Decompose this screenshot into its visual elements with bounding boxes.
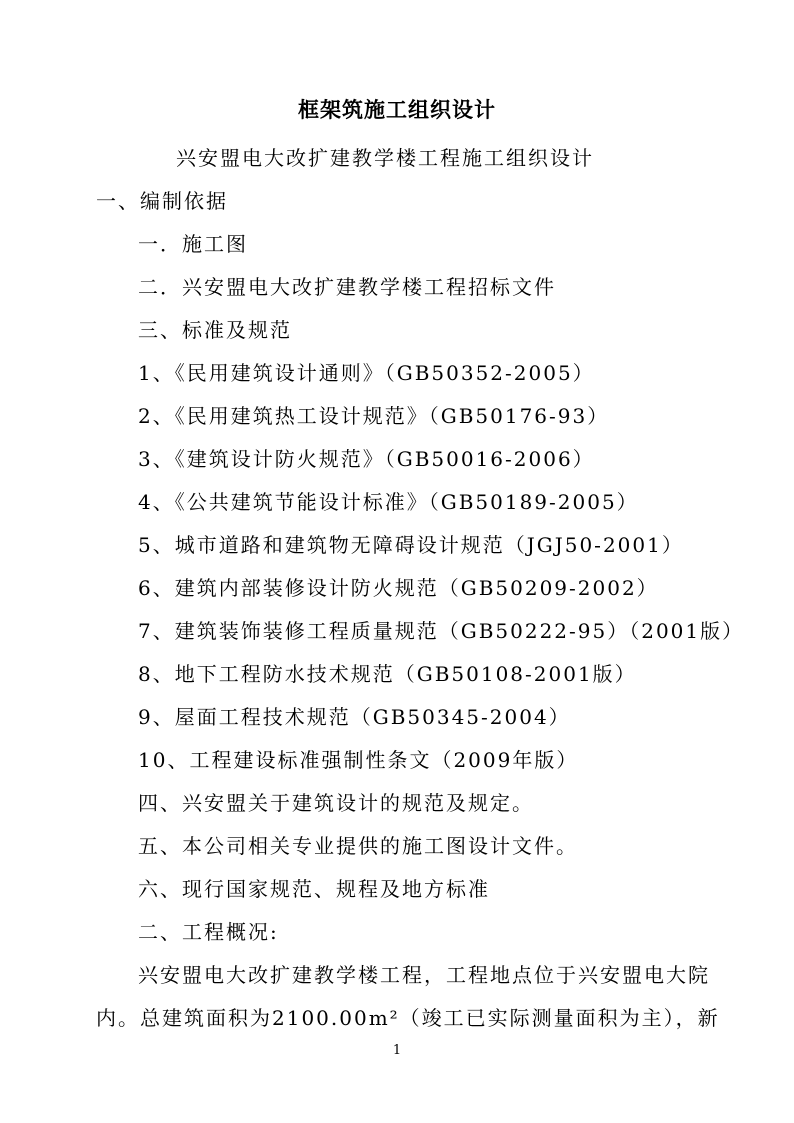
list-item: 5、城市道路和建筑物无障碍设计规范（JGJ50-2001）: [138, 533, 684, 557]
list-item: 6、建筑内部装修设计防火规范（GB50209-2002）: [138, 576, 659, 600]
list-item: 9、屋面工程技术规范（GB50345-2004）: [138, 705, 571, 729]
list-item: 四、兴安盟关于建筑设计的规范及规定。: [138, 791, 534, 815]
list-item: 7、建筑装饰装修工程质量规范（GB50222-95）（2001版）: [138, 619, 745, 643]
list-item: 一．施工图: [138, 232, 248, 256]
paragraph-line: 内。总建筑面积为2100.00m²（竣工已实际测量面积为主），新: [96, 1006, 720, 1030]
list-item: 3、《建筑设计防火规范》（GB50016-2006）: [138, 447, 595, 471]
page-number: 1: [392, 1043, 402, 1058]
document-subtitle: 兴安盟电大改扩建教学楼工程施工组织设计: [176, 146, 594, 170]
paragraph-line: 兴安盟电大改扩建教学楼工程，工程地点位于兴安盟电大院: [138, 963, 710, 987]
list-item: 六、现行国家规范、规程及地方标准: [138, 877, 490, 901]
document-title: 框架筑施工组织设计: [298, 97, 496, 122]
section-heading-basis: 一、编制依据: [96, 189, 228, 213]
list-item: 2、《民用建筑热工设计规范》（GB50176-93）: [138, 404, 610, 428]
list-item: 五、本公司相关专业提供的施工图设计文件。: [138, 834, 578, 858]
list-item: 4、《公共建筑节能设计标准》（GB50189-2005）: [138, 490, 639, 514]
list-item: 三、标准及规范: [138, 318, 292, 342]
section-heading-overview: 二、工程概况:: [138, 920, 279, 944]
list-item: 1、《民用建筑设计通则》（GB50352-2005）: [138, 361, 595, 385]
list-item: 二．兴安盟电大改扩建教学楼工程招标文件: [138, 275, 556, 299]
list-item: 8、地下工程防水技术规范（GB50108-2001版）: [138, 662, 637, 686]
list-item: 10、工程建设标准强制性条文（2009年版）: [138, 748, 579, 772]
